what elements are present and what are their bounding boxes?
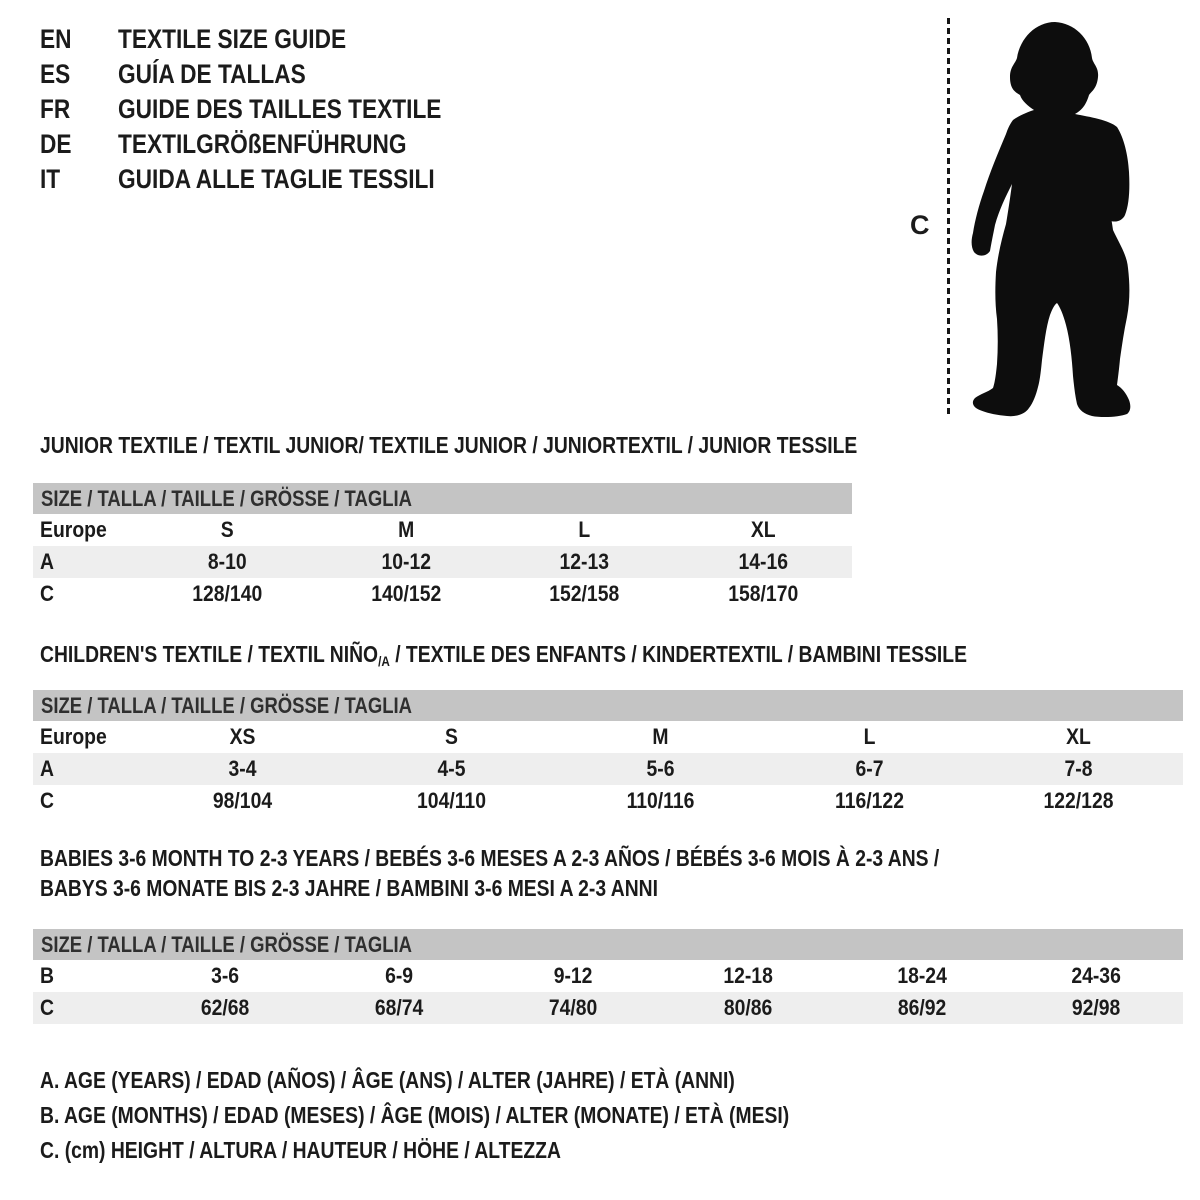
table-cell: 5-6 <box>646 756 675 781</box>
size-header-bar <box>33 483 852 514</box>
table-cell: 116/122 <box>835 788 904 813</box>
language-code: EN <box>40 24 72 54</box>
table-cell: 7-8 <box>1064 756 1093 781</box>
row-label: C <box>40 788 55 813</box>
language-title: TEXTILGRÖßENFÜHRUNG <box>118 129 407 159</box>
table-cell: 140/152 <box>370 581 441 606</box>
table-cell: 62/68 <box>200 995 250 1020</box>
table-cell: 8-10 <box>207 549 247 574</box>
language-row <box>40 127 503 162</box>
junior-section-heading-text: JUNIOR TEXTILE / TEXTIL JUNIOR/ TEXTILE JUNIOR / JUNIORTEXTIL / JUNIOR TESSILE <box>40 432 858 458</box>
junior-size-table <box>33 483 852 610</box>
size-header-label: SIZE / TALLA / TAILLE / GRÖSSE / TAGLIA <box>41 693 412 718</box>
language-row <box>40 92 503 127</box>
table-cell: 110/116 <box>626 788 695 813</box>
legend-line-a-text: A. AGE (YEARS) / EDAD (AÑOS) / ÂGE (ANS) / ALTER (JAHRE) / ETÀ (ANNI) <box>40 1067 735 1093</box>
table-cell: 12-13 <box>559 549 610 574</box>
language-row <box>40 57 503 92</box>
table-cell: 4-5 <box>437 756 466 781</box>
table-row <box>33 546 852 578</box>
table-cell: M <box>397 517 414 542</box>
legend-line-c <box>40 1133 932 1168</box>
table-cell: 158/170 <box>727 581 798 606</box>
table-cell: 86/92 <box>897 995 946 1020</box>
size-header-label: SIZE / TALLA / TAILLE / GRÖSSE / TAGLIA <box>41 486 412 511</box>
table-cell: M <box>652 724 669 749</box>
row-label: C <box>40 581 55 606</box>
table-cell: 12-18 <box>722 963 773 988</box>
table-cell: 14-16 <box>737 549 788 574</box>
table-row <box>33 721 1183 753</box>
table-cell: XL <box>1066 724 1091 749</box>
height-measure-label: C <box>910 210 930 240</box>
table-row <box>33 785 1183 817</box>
babies-heading-line2: BABYS 3-6 MONATE BIS 2-3 JAHRE / BAMBINI 3-6 MESI A 2-3 ANNI <box>40 875 658 901</box>
row-label: Europe <box>40 517 107 542</box>
row-label: C <box>40 995 55 1020</box>
table-row <box>33 960 1183 992</box>
legend-line-b-text: B. AGE (MONTHS) / EDAD (MESES) / ÂGE (MOIS) / ALTER (MONATE) / ETÀ (MESI) <box>40 1102 790 1128</box>
table-cell: 122/128 <box>1043 788 1114 813</box>
row-label: Europe <box>40 724 107 749</box>
language-title: GUÍA DE TALLAS <box>118 59 306 89</box>
table-row <box>33 578 852 610</box>
table-cell: S <box>445 724 458 749</box>
row-label: B <box>40 963 55 988</box>
legend <box>40 1063 932 1168</box>
table-cell: 3-6 <box>211 963 240 988</box>
table-cell: 6-7 <box>855 756 884 781</box>
row-label: A <box>40 756 55 781</box>
table-cell: L <box>863 724 876 749</box>
table-cell: 128/140 <box>192 581 263 606</box>
table-cell: 80/86 <box>723 995 772 1020</box>
babies-heading-line1: BABIES 3-6 MONTH TO 2-3 YEARS / BEBÉS 3-6 MESES A 2-3 AÑOS / BÉBÉS 3-6 MOIS À 2-3 ANS / <box>40 845 940 871</box>
table-cell: 104/110 <box>417 788 486 813</box>
table-cell: 10-12 <box>380 549 431 574</box>
table-cell: 68/74 <box>375 995 424 1020</box>
language-title: TEXTILE SIZE GUIDE <box>118 24 347 54</box>
children-heading-sub: /A <box>378 653 390 669</box>
table-cell: L <box>578 517 591 542</box>
language-list <box>40 22 503 197</box>
table-row <box>33 514 852 546</box>
babies-size-table <box>33 929 1183 1024</box>
language-code: FR <box>40 94 71 124</box>
legend-line-b <box>40 1098 932 1133</box>
language-code: ES <box>40 59 71 89</box>
language-title: GUIDA ALLE TAGLIE TESSILI <box>118 164 435 194</box>
size-header-bar <box>33 690 1183 721</box>
babies-section-heading <box>40 843 1111 903</box>
table-cell: 24-36 <box>1071 963 1121 988</box>
language-row <box>40 22 503 57</box>
height-dashed-line <box>947 18 950 416</box>
children-heading-pre: CHILDREN'S TEXTILE / TEXTIL NIÑO <box>40 641 379 667</box>
table-row <box>33 992 1183 1024</box>
language-code: DE <box>40 129 72 159</box>
table-cell: 9-12 <box>554 963 593 988</box>
legend-line-a <box>40 1063 932 1098</box>
table-cell: S <box>220 517 234 542</box>
table-cell: 152/158 <box>549 581 620 606</box>
child-silhouette-icon <box>962 14 1140 420</box>
children-size-table <box>33 690 1183 817</box>
row-label: A <box>40 549 55 574</box>
junior-section-heading <box>40 430 1013 460</box>
table-cell: 18-24 <box>896 963 947 988</box>
table-cell: XS <box>229 724 256 749</box>
table-cell: 6-9 <box>385 963 414 988</box>
size-header-label: SIZE / TALLA / TAILLE / GRÖSSE / TAGLIA <box>41 932 412 957</box>
table-cell: XL <box>750 517 776 542</box>
table-cell: 92/98 <box>1071 995 1121 1020</box>
table-row <box>33 753 1183 785</box>
table-cell: 3-4 <box>228 756 257 781</box>
children-heading-post: / TEXTILE DES ENFANTS / KINDERTEXTIL / BAMBINI TESSILE <box>389 641 967 667</box>
size-header-bar <box>33 929 1183 960</box>
language-row <box>40 162 503 197</box>
table-cell: 74/80 <box>549 995 598 1020</box>
children-section-heading-text <box>40 639 967 672</box>
children-section-heading <box>40 639 1144 672</box>
table-cell: 98/104 <box>212 788 273 813</box>
language-title: GUIDE DES TAILLES TEXTILE <box>118 94 442 124</box>
legend-line-c-text: C. (cm) HEIGHT / ALTURA / HAUTEUR / HÖHE / ALTEZZA <box>40 1137 561 1163</box>
language-code: IT <box>40 164 61 194</box>
